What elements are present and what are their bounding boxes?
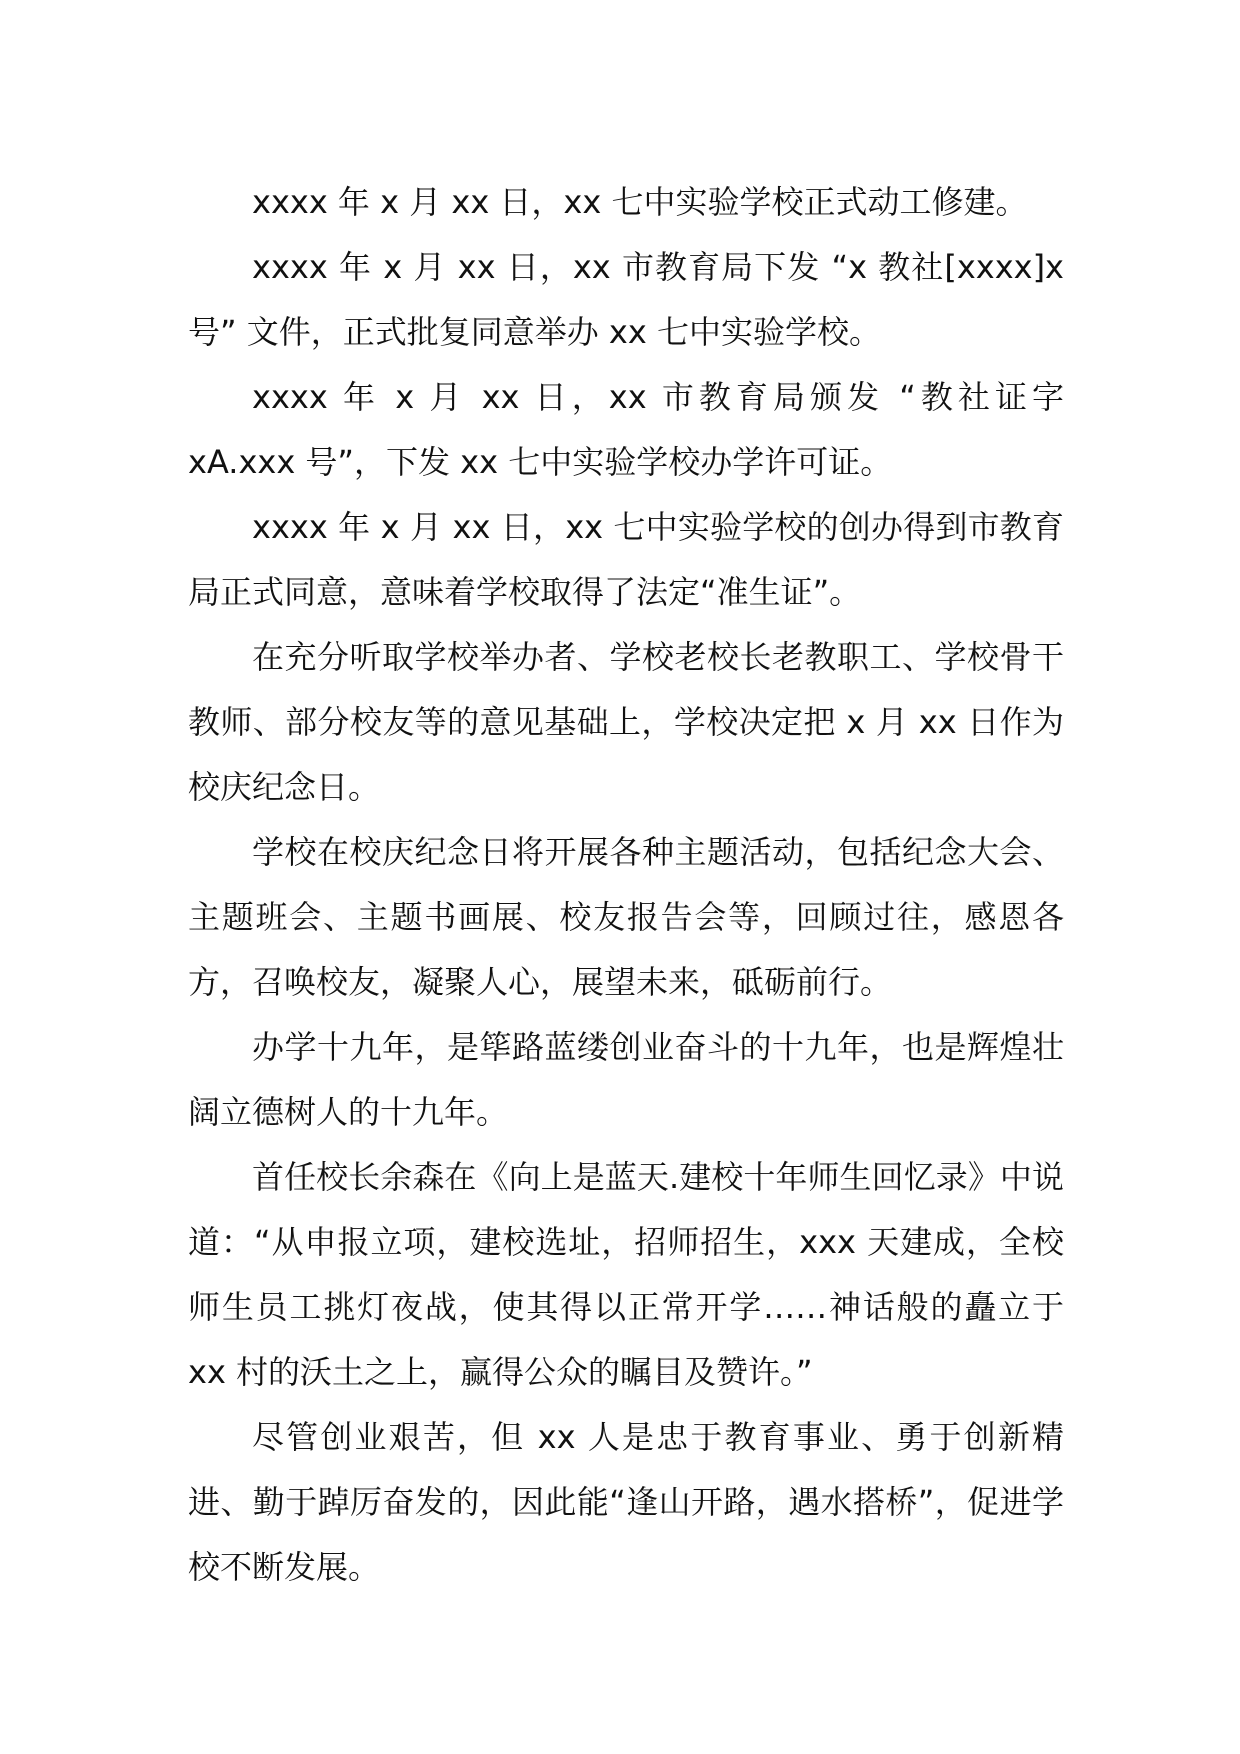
document-body [188,170,1064,1600]
paragraph-3: xxxx 年 x 月 xx 日，xx 市教育局颁发 “教社证字 xA.xxx 号”，下发 xx 七中实验学校办学许可证。 [188,378,1064,481]
paragraph-8: 首任校长余森在《向上是蓝天.建校十年师生回忆录》中说道：“从申报立项，建校选址，招师招生，xxx 天建成，全校师生员工挑灯夜战，使其得以正常开学……神话般的矗立于 xx 村的沃土之上，赢得公众的瞩目及赞许。” [188,1158,1064,1391]
paragraph-7: 办学十九年，是筚路蓝缕创业奋斗的十九年，也是辉煌壮阔立德树人的十九年。 [188,1028,1064,1131]
paragraph-1: xxxx 年 x 月 xx 日，xx 七中实验学校正式动工修建。 [252,183,1028,221]
paragraph-6: 学校在校庆纪念日将开展各种主题活动，包括纪念大会、主题班会、主题书画展、校友报告会等，回顾过往，感恩各方，召唤校友，凝聚人心，展望未来，砥砺前行。 [188,833,1064,1001]
paragraph-9: 尽管创业艰苦，但 xx 人是忠于教育事业、勇于创新精进、勤于踔厉奋发的，因此能“逢山开路，遇水搭桥”，促进学校不断发展。 [188,1418,1064,1586]
paragraph-4: xxxx 年 x 月 xx 日，xx 七中实验学校的创办得到市教育局正式同意，意味着学校取得了法定“准生证”。 [188,508,1064,611]
paragraph-5: 在充分听取学校举办者、学校老校长老教职工、学校骨干教师、部分校友等的意见基础上，学校决定把 x 月 xx 日作为校庆纪念日。 [188,638,1064,806]
paragraph-2: xxxx 年 x 月 xx 日，xx 市教育局下发 “x 教社[xxxx]x 号” 文件，正式批复同意举办 xx 七中实验学校。 [188,248,1064,351]
